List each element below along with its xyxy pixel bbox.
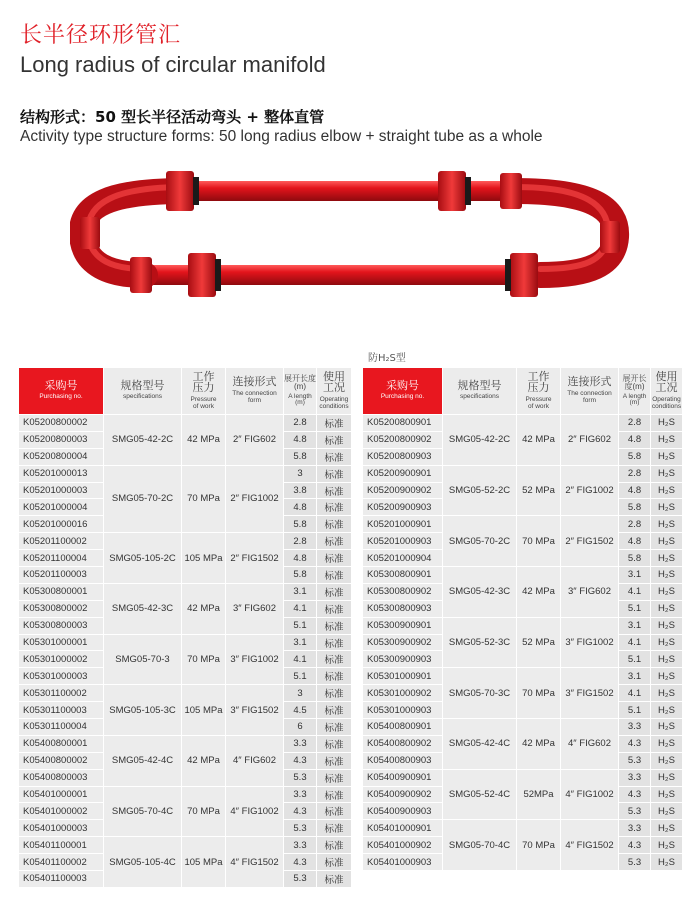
spec-cell: SMG05-52-2C bbox=[443, 465, 517, 516]
length-cell: 4.8 bbox=[619, 431, 651, 448]
purchasing-no-cell: K05401000003 bbox=[19, 820, 104, 837]
length-cell: 5.8 bbox=[284, 448, 317, 465]
length-cell: 5.1 bbox=[619, 651, 651, 668]
connection-cell: 3″ FIG602 bbox=[226, 583, 284, 634]
purchasing-no-cell: K05400800003 bbox=[19, 769, 104, 786]
condition-cell: 标准 bbox=[317, 499, 352, 516]
condition-cell: H₂S bbox=[651, 837, 683, 854]
table-row bbox=[363, 668, 683, 685]
page-title-en: Long radius of circular manifold bbox=[20, 52, 326, 77]
col-connection: 连接形式 The connection form bbox=[226, 368, 284, 415]
length-cell: 5.3 bbox=[619, 752, 651, 769]
condition-cell: H₂S bbox=[651, 735, 683, 752]
pressure-cell: 42 MPa bbox=[517, 719, 561, 770]
condition-cell: H₂S bbox=[651, 431, 683, 448]
purchasing-no-cell: K05201100002 bbox=[19, 533, 104, 550]
purchasing-no-cell: K05201000004 bbox=[19, 499, 104, 516]
purchasing-no-cell: K05301000001 bbox=[19, 634, 104, 651]
purchasing-no-cell: K05401000002 bbox=[19, 803, 104, 820]
length-cell: 4.1 bbox=[284, 600, 317, 617]
manifold-photo bbox=[70, 165, 630, 340]
condition-cell: H₂S bbox=[651, 820, 683, 837]
length-cell: 4.3 bbox=[619, 735, 651, 752]
purchasing-no-cell: K05300800903 bbox=[363, 600, 443, 617]
pressure-cell: 52 MPa bbox=[517, 617, 561, 668]
col-conditions: 使用 工况 Operating conditions bbox=[651, 368, 683, 415]
col-pressure: 工作 压力 Pressure of work bbox=[517, 368, 561, 415]
spec-cell: SMG05-42-4C bbox=[104, 735, 182, 786]
condition-cell: 标准 bbox=[317, 735, 352, 752]
purchasing-no-cell: K05400800903 bbox=[363, 752, 443, 769]
length-cell: 5.1 bbox=[284, 668, 317, 685]
connection-cell: 2″ FIG1002 bbox=[226, 465, 284, 533]
connection-cell: 3″ FIG602 bbox=[561, 567, 619, 618]
length-cell: 3.3 bbox=[619, 719, 651, 736]
purchasing-no-cell: K05401100001 bbox=[19, 837, 104, 854]
length-cell: 3.3 bbox=[284, 837, 317, 854]
purchasing-no-cell: K05400900902 bbox=[363, 786, 443, 803]
condition-cell: 标准 bbox=[317, 617, 352, 634]
length-cell: 3 bbox=[284, 685, 317, 702]
condition-cell: 标准 bbox=[317, 448, 352, 465]
connection-cell: 4″ FIG602 bbox=[561, 719, 619, 770]
pressure-cell: 42 MPa bbox=[517, 415, 561, 466]
length-cell: 4.3 bbox=[284, 752, 317, 769]
purchasing-no-cell: K05301000901 bbox=[363, 668, 443, 685]
length-cell: 5.3 bbox=[284, 769, 317, 786]
table-row bbox=[19, 786, 352, 803]
col-purchasing-no: 采购号 Purchasing no. bbox=[19, 368, 104, 415]
connection-cell: 3″ FIG1502 bbox=[226, 685, 284, 736]
structure-heading-en: Activity type structure forms: 50 long radius elbow + straight tube as a whole bbox=[20, 128, 543, 145]
length-cell: 2.8 bbox=[619, 516, 651, 533]
length-cell: 3.1 bbox=[619, 567, 651, 584]
condition-cell: H₂S bbox=[651, 550, 683, 567]
length-cell: 4.3 bbox=[284, 854, 317, 871]
purchasing-no-cell: K05301100004 bbox=[19, 719, 104, 736]
condition-cell: H₂S bbox=[651, 769, 683, 786]
length-cell: 4.1 bbox=[619, 685, 651, 702]
length-cell: 2.8 bbox=[284, 415, 317, 432]
pressure-cell: 70 MPa bbox=[517, 668, 561, 719]
connection-cell: 4″ FIG1002 bbox=[226, 786, 284, 837]
condition-cell: 标准 bbox=[317, 465, 352, 482]
purchasing-no-cell: K05200800004 bbox=[19, 448, 104, 465]
length-cell: 5.1 bbox=[284, 617, 317, 634]
condition-cell: H₂S bbox=[651, 786, 683, 803]
condition-cell: H₂S bbox=[651, 583, 683, 600]
condition-cell: 标准 bbox=[317, 871, 352, 888]
pressure-cell: 70 MPa bbox=[182, 634, 226, 685]
purchasing-no-cell: K05201000904 bbox=[363, 550, 443, 567]
purchasing-no-cell: K05301000902 bbox=[363, 685, 443, 702]
purchasing-no-cell: K05300800003 bbox=[19, 617, 104, 634]
col-conditions: 使用 工况 Operating conditions bbox=[317, 368, 352, 415]
spec-cell: SMG05-105-2C bbox=[104, 533, 182, 584]
condition-cell: 标准 bbox=[317, 567, 352, 584]
spec-cell: SMG05-105-3C bbox=[104, 685, 182, 736]
length-cell: 5.3 bbox=[619, 803, 651, 820]
col-length: 展开长度(m) A length (m) bbox=[619, 368, 651, 415]
condition-cell: 标准 bbox=[317, 651, 352, 668]
condition-cell: H₂S bbox=[651, 651, 683, 668]
purchasing-no-cell: K05400800002 bbox=[19, 752, 104, 769]
purchasing-no-cell: K05401000001 bbox=[19, 786, 104, 803]
condition-cell: H₂S bbox=[651, 668, 683, 685]
length-cell: 4.3 bbox=[619, 837, 651, 854]
spec-cell: SMG05-70-3C bbox=[443, 668, 517, 719]
page-title-cn: 长半径环形管汇 bbox=[20, 23, 182, 48]
purchasing-no-cell: K05300800001 bbox=[19, 583, 104, 600]
condition-cell: H₂S bbox=[651, 533, 683, 550]
table-row bbox=[363, 567, 683, 584]
condition-cell: H₂S bbox=[651, 482, 683, 499]
table-row bbox=[19, 634, 352, 651]
purchasing-no-cell: K05200800002 bbox=[19, 415, 104, 432]
length-cell: 5.3 bbox=[619, 854, 651, 871]
purchasing-no-cell: K05201100003 bbox=[19, 567, 104, 584]
purchasing-no-cell: K05201000903 bbox=[363, 533, 443, 550]
condition-cell: H₂S bbox=[651, 685, 683, 702]
pressure-cell: 42 MPa bbox=[182, 735, 226, 786]
table-row bbox=[363, 719, 683, 736]
length-cell: 5.8 bbox=[284, 567, 317, 584]
condition-cell: 标准 bbox=[317, 668, 352, 685]
purchasing-no-cell: K05301000002 bbox=[19, 651, 104, 668]
purchasing-no-cell: K05300800901 bbox=[363, 567, 443, 584]
spec-cell: SMG05-70-4C bbox=[104, 786, 182, 837]
spec-cell: SMG05-42-3C bbox=[443, 567, 517, 618]
connection-cell: 4″ FIG602 bbox=[226, 735, 284, 786]
table-row bbox=[19, 837, 352, 854]
purchasing-no-cell: K05300900901 bbox=[363, 617, 443, 634]
purchasing-no-cell: K05300900903 bbox=[363, 651, 443, 668]
col-connection: 连接形式 The connection form bbox=[561, 368, 619, 415]
purchasing-no-cell: K05301000003 bbox=[19, 668, 104, 685]
condition-cell: H₂S bbox=[651, 448, 683, 465]
purchasing-no-cell: K05401100003 bbox=[19, 871, 104, 888]
length-cell: 4.8 bbox=[284, 431, 317, 448]
length-cell: 3.8 bbox=[284, 482, 317, 499]
purchasing-no-cell: K05401000903 bbox=[363, 854, 443, 871]
condition-cell: H₂S bbox=[651, 465, 683, 482]
spec-cell: SMG05-70-4C bbox=[443, 820, 517, 871]
condition-cell: 标准 bbox=[317, 752, 352, 769]
length-cell: 5.1 bbox=[619, 702, 651, 719]
pressure-cell: 42 MPa bbox=[182, 583, 226, 634]
spec-cell: SMG05-52-3C bbox=[443, 617, 517, 668]
length-cell: 5.8 bbox=[619, 499, 651, 516]
connection-cell: 4″ FIG1002 bbox=[561, 769, 619, 820]
pressure-cell: 42 MPa bbox=[517, 567, 561, 618]
condition-cell: H₂S bbox=[651, 854, 683, 871]
condition-cell: 标准 bbox=[317, 415, 352, 432]
table-row bbox=[363, 415, 683, 432]
pressure-cell: 42 MPa bbox=[182, 415, 226, 466]
length-cell: 3.3 bbox=[284, 786, 317, 803]
connection-cell: 3″ FIG1002 bbox=[226, 634, 284, 685]
purchasing-no-cell: K05200900903 bbox=[363, 499, 443, 516]
table-row bbox=[19, 415, 352, 432]
purchasing-no-cell: K05401100002 bbox=[19, 854, 104, 871]
condition-cell: H₂S bbox=[651, 415, 683, 432]
purchasing-no-cell: K05201100004 bbox=[19, 550, 104, 567]
table-row bbox=[363, 516, 683, 533]
purchasing-no-cell: K05201000901 bbox=[363, 516, 443, 533]
connection-cell: 2″ FIG1502 bbox=[561, 516, 619, 567]
purchasing-no-cell: K05300800902 bbox=[363, 583, 443, 600]
purchasing-no-cell: K05301100003 bbox=[19, 702, 104, 719]
condition-cell: 标准 bbox=[317, 583, 352, 600]
length-cell: 3.1 bbox=[284, 634, 317, 651]
condition-cell: 标准 bbox=[317, 837, 352, 854]
length-cell: 4.1 bbox=[619, 583, 651, 600]
connection-cell: 2″ FIG602 bbox=[561, 415, 619, 466]
condition-cell: 标准 bbox=[317, 685, 352, 702]
condition-cell: 标准 bbox=[317, 533, 352, 550]
pressure-cell: 52 MPa bbox=[517, 465, 561, 516]
condition-cell: H₂S bbox=[651, 600, 683, 617]
condition-cell: H₂S bbox=[651, 516, 683, 533]
purchasing-no-cell: K05200800901 bbox=[363, 415, 443, 432]
purchasing-no-cell: K05201000003 bbox=[19, 482, 104, 499]
condition-cell: H₂S bbox=[651, 719, 683, 736]
condition-cell: H₂S bbox=[651, 499, 683, 516]
purchasing-no-cell: K05201000016 bbox=[19, 516, 104, 533]
purchasing-no-cell: K05400900901 bbox=[363, 769, 443, 786]
purchasing-no-cell: K05200800003 bbox=[19, 431, 104, 448]
purchasing-no-cell: K05200900902 bbox=[363, 482, 443, 499]
connection-cell: 2″ FIG1502 bbox=[226, 533, 284, 584]
table-row bbox=[19, 583, 352, 600]
length-cell: 4.8 bbox=[284, 550, 317, 567]
purchasing-no-cell: K05201000013 bbox=[19, 465, 104, 482]
table-row bbox=[363, 820, 683, 837]
condition-cell: 标准 bbox=[317, 803, 352, 820]
spec-cell: SMG05-70-2C bbox=[443, 516, 517, 567]
table-row bbox=[363, 617, 683, 634]
purchasing-no-cell: K05400900903 bbox=[363, 803, 443, 820]
spec-cell: SMG05-42-4C bbox=[443, 719, 517, 770]
col-specifications: 规格型号 specifications bbox=[443, 368, 517, 415]
purchasing-no-cell: K05400800902 bbox=[363, 735, 443, 752]
condition-cell: 标准 bbox=[317, 482, 352, 499]
col-pressure: 工作 压力 Pressure of work bbox=[182, 368, 226, 415]
col-length: 展开长度(m) A length (m) bbox=[284, 368, 317, 415]
pressure-cell: 70 MPa bbox=[517, 820, 561, 871]
table-row bbox=[363, 769, 683, 786]
spec-cell: SMG05-42-2C bbox=[104, 415, 182, 466]
connection-cell: 3″ FIG1502 bbox=[561, 668, 619, 719]
col-purchasing-no: 采购号 Purchasing no. bbox=[363, 368, 443, 415]
spec-cell: SMG05-70-2C bbox=[104, 465, 182, 533]
pressure-cell: 105 MPa bbox=[182, 837, 226, 888]
condition-cell: 标准 bbox=[317, 634, 352, 651]
length-cell: 5.3 bbox=[284, 820, 317, 837]
condition-cell: 标准 bbox=[317, 550, 352, 567]
pressure-cell: 70 MPa bbox=[517, 516, 561, 567]
length-cell: 4.5 bbox=[284, 702, 317, 719]
condition-cell: H₂S bbox=[651, 752, 683, 769]
length-cell: 3.1 bbox=[284, 583, 317, 600]
condition-cell: 标准 bbox=[317, 786, 352, 803]
pressure-cell: 105 MPa bbox=[182, 685, 226, 736]
structure-heading-cn: 结构形式：50 型长半径活动弯头 + 整体直管 bbox=[20, 108, 325, 126]
purchasing-no-cell: K05301000903 bbox=[363, 702, 443, 719]
purchasing-no-cell: K05200800902 bbox=[363, 431, 443, 448]
length-cell: 3.1 bbox=[619, 617, 651, 634]
table-row bbox=[19, 735, 352, 752]
condition-cell: H₂S bbox=[651, 567, 683, 584]
condition-cell: 标准 bbox=[317, 516, 352, 533]
length-cell: 5.1 bbox=[619, 600, 651, 617]
pressure-cell: 105 MPa bbox=[182, 533, 226, 584]
condition-cell: 标准 bbox=[317, 820, 352, 837]
pressure-cell: 70 MPa bbox=[182, 465, 226, 533]
table-row bbox=[19, 533, 352, 550]
length-cell: 6 bbox=[284, 719, 317, 736]
spec-cell: SMG05-42-2C bbox=[443, 415, 517, 466]
table-row bbox=[363, 465, 683, 482]
length-cell: 4.8 bbox=[619, 482, 651, 499]
length-cell: 5.3 bbox=[284, 871, 317, 888]
condition-cell: H₂S bbox=[651, 702, 683, 719]
purchasing-no-cell: K05200900901 bbox=[363, 465, 443, 482]
h2s-type-caption: 防H₂S型 bbox=[368, 353, 406, 364]
condition-cell: 标准 bbox=[317, 719, 352, 736]
table-row bbox=[19, 465, 352, 482]
condition-cell: 标准 bbox=[317, 769, 352, 786]
length-cell: 3.1 bbox=[619, 668, 651, 685]
condition-cell: 标准 bbox=[317, 600, 352, 617]
spec-cell: SMG05-42-3C bbox=[104, 583, 182, 634]
length-cell: 2.8 bbox=[619, 415, 651, 432]
spec-cell: SMG05-105-4C bbox=[104, 837, 182, 888]
spec-cell: SMG05-52-4C bbox=[443, 769, 517, 820]
length-cell: 4.1 bbox=[284, 651, 317, 668]
spec-cell: SMG05-70-3 bbox=[104, 634, 182, 685]
length-cell: 5.8 bbox=[619, 550, 651, 567]
length-cell: 3.3 bbox=[619, 820, 651, 837]
length-cell: 4.3 bbox=[284, 803, 317, 820]
pressure-cell: 70 MPa bbox=[182, 786, 226, 837]
length-cell: 4.8 bbox=[619, 533, 651, 550]
condition-cell: 标准 bbox=[317, 702, 352, 719]
connection-cell: 4″ FIG1502 bbox=[226, 837, 284, 888]
purchasing-no-cell: K05401000902 bbox=[363, 837, 443, 854]
length-cell: 2.8 bbox=[619, 465, 651, 482]
length-cell: 3 bbox=[284, 465, 317, 482]
connection-cell: 2″ FIG602 bbox=[226, 415, 284, 466]
standard-spec-table bbox=[18, 367, 352, 888]
length-cell: 3.3 bbox=[284, 735, 317, 752]
col-specifications: 规格型号 specifications bbox=[104, 368, 182, 415]
table-row bbox=[19, 685, 352, 702]
connection-cell: 4″ FIG1502 bbox=[561, 820, 619, 871]
h2s-spec-table bbox=[362, 367, 683, 871]
purchasing-no-cell: K05400800901 bbox=[363, 719, 443, 736]
purchasing-no-cell: K05200800903 bbox=[363, 448, 443, 465]
connection-cell: 3″ FIG1002 bbox=[561, 617, 619, 668]
length-cell: 2.8 bbox=[284, 533, 317, 550]
length-cell: 5.8 bbox=[619, 448, 651, 465]
connection-cell: 2″ FIG1002 bbox=[561, 465, 619, 516]
pressure-cell: 52MPa bbox=[517, 769, 561, 820]
purchasing-no-cell: K05401000901 bbox=[363, 820, 443, 837]
length-cell: 5.8 bbox=[284, 516, 317, 533]
condition-cell: 标准 bbox=[317, 431, 352, 448]
purchasing-no-cell: K05300900902 bbox=[363, 634, 443, 651]
purchasing-no-cell: K05400800001 bbox=[19, 735, 104, 752]
length-cell: 3.3 bbox=[619, 769, 651, 786]
condition-cell: 标准 bbox=[317, 854, 352, 871]
purchasing-no-cell: K05301100002 bbox=[19, 685, 104, 702]
length-cell: 4.3 bbox=[619, 786, 651, 803]
purchasing-no-cell: K05300800002 bbox=[19, 600, 104, 617]
length-cell: 4.8 bbox=[284, 499, 317, 516]
condition-cell: H₂S bbox=[651, 803, 683, 820]
length-cell: 4.1 bbox=[619, 634, 651, 651]
condition-cell: H₂S bbox=[651, 634, 683, 651]
condition-cell: H₂S bbox=[651, 617, 683, 634]
